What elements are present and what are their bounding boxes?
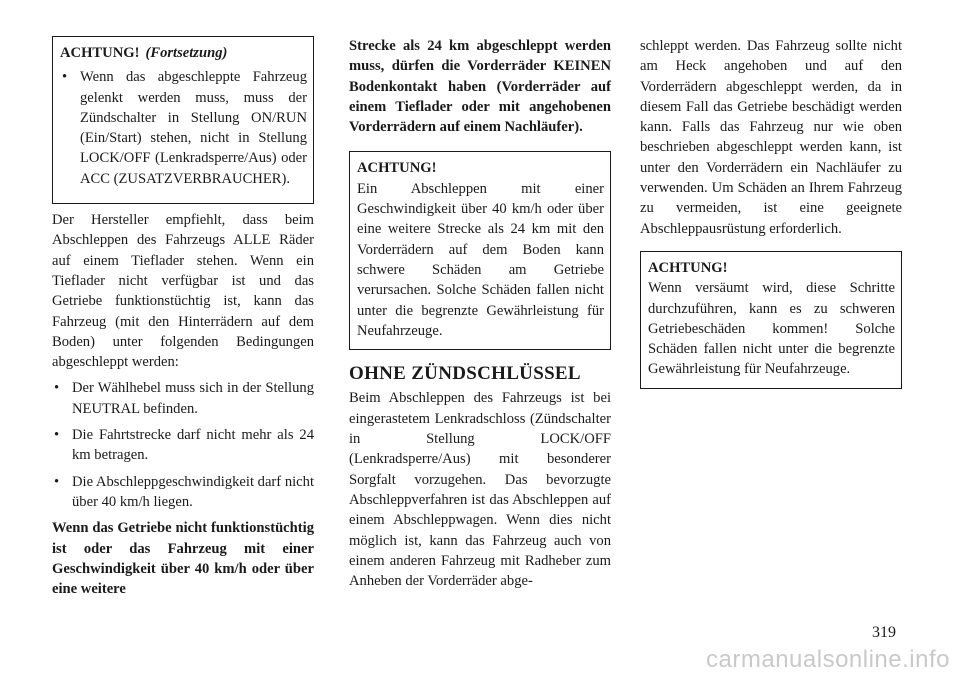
condition-item: • Die Fahrtstrecke darf nicht mehr als 24 km betragen.: [52, 425, 314, 466]
warning-bullet: • Wenn das abgeschleppte Fahrzeug gelenkt werden muss, muss der Zündschalter in Stellung ON/RUN (Ein/Start) stehen, nicht in Stellung LOCK/OFF (Lenkradsperre/Aus) oder ACC (ZUSATZVERBRAUCHER).: [60, 67, 307, 189]
bold-paragraph: Wenn das Getriebe nicht funktionstüchtig ist oder das Fahrzeug mit einer Geschwindigkeit über 40 km/h oder über eine weitere: [52, 520, 314, 598]
warning-box: [349, 151, 611, 350]
warning-text: Wenn versäumt wird, diese Schritte durchzuführen, kann es zu schweren Getriebeschäden kommen! Solche Schäden fallen nicht unter die begrenzte Gewährleistung für Neufahrzeuge.: [648, 280, 895, 378]
warning-text: Ein Abschleppen mit einer Geschwindigkeit über 40 km/h oder über eine weitere Strecke als 24 km mit den Vorderrädern auf dem Boden kann schwere Schäden am Getriebe verursachen. Solche Schäden fallen nicht unter die begrenzte Gewährleistung für Neufahrzeuge.: [357, 180, 604, 339]
condition-item: • Der Wählhebel muss sich in der Stellung NEUTRAL befinden.: [52, 378, 314, 419]
conditions-list: [52, 378, 314, 512]
warning-list: [60, 67, 307, 189]
warning-title: ACHTUNG! (Fortsetzung): [60, 45, 228, 61]
body-paragraph: Beim Abschleppen des Fahrzeugs ist bei eingerastetem Lenkradschloss (Zündschalter in Stellung LOCK/OFF (Lenkradsperre/Aus) mit besonderer Sorgfalt vorzugehen. Das bevorzugte Abschleppverfahren ist das Abschleppen auf einem Abschleppwagen. Wenn dies nicht möglich ist, kann das Fahrzeug auch von einem anderen Fahrzeug mit Radheber zum Anheben der Vorderräder abge-: [349, 390, 611, 590]
body-paragraph: Der Hersteller empfiehlt, dass beim Abschleppen des Fahrzeugs ALLE Räder auf einem Tieflader stehen. Wenn ein Tieflader nicht verfügbar ist und das Getriebe funktionstüchtig ist, kann das Fahrzeug (mit den Hinterrädern auf dem Boden) unter folgenden Bedingungen abgeschleppt werden:: [52, 212, 314, 371]
page-number: 319: [872, 624, 896, 641]
warning-title: ACHTUNG!: [357, 160, 437, 177]
warning-title: ACHTUNG!: [648, 259, 728, 276]
condition-item: • Die Abschleppgeschwindigkeit darf nicht über 40 km/h liegen.: [52, 472, 314, 513]
warning-subtitle: (Fortsetzung): [145, 45, 228, 61]
body-paragraph: schleppt werden. Das Fahrzeug sollte nicht am Heck angehoben und auf den Vorderrädern abgeschleppt werden, da in diesem Fall das Getriebe beschädigt werden kann. Falls das Fahrzeug nur wie oben beschrieben abgeschleppt werden kann, ist unter den Vorderrädern ein Nachläufer zu verwenden. Um Schäden an Ihrem Fahrzeug zu vermeiden, ist eine geeignete Abschleppausrüstung erforderlich.: [640, 38, 902, 237]
column-2: [349, 36, 611, 597]
column-1: [52, 36, 314, 605]
column-3: [640, 36, 902, 395]
warning-box: [640, 251, 902, 389]
section-heading: OHNE ZÜNDSCHLÜSSEL: [349, 363, 581, 385]
bold-paragraph-continued: Strecke als 24 km abgeschleppt werden muss, dürfen die Vorderräder KEINEN Bodenkontakt haben (Vorderräder auf einem Tieflader oder mit angehobenen Vorderrädern auf einem Nachläufer).: [349, 38, 611, 136]
watermark: carmanualsonline.info: [706, 646, 950, 673]
warning-box-continued: [52, 36, 314, 204]
